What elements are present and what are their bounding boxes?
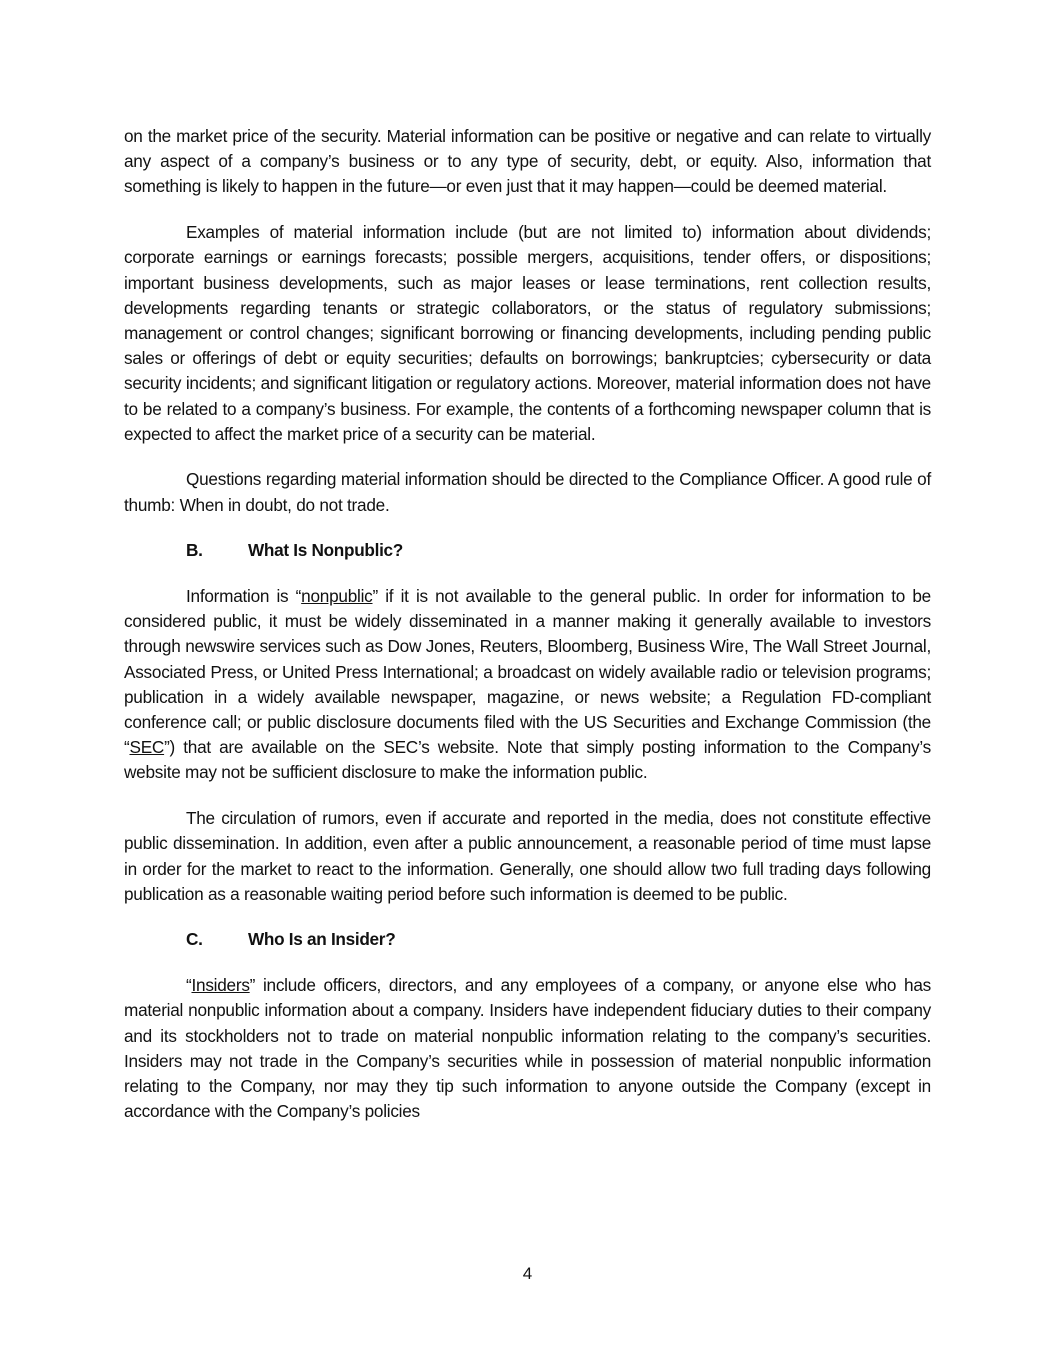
section-title: What Is Nonpublic? xyxy=(248,540,404,561)
defined-term-insiders: Insiders xyxy=(191,975,250,996)
text-run: ”) that are available on the SEC’s website. Note that simply posting information to the Company’s website may not be sufficient disclosure to make the information public. xyxy=(124,737,931,783)
paragraph-nonpublic-definition xyxy=(124,584,931,786)
document-page xyxy=(124,124,931,1145)
paragraph-material-information-examples: Examples of material information include (but are not limited to) information about dividends; corporate earnings or earnings forecasts; possible mergers, acquisitions, tender offers, or dispositions; important business developments, such as major leases or lease terminations, rent collection results, developments regarding tenants or strategic collaborators, or the status of regulatory submissions; management or control changes; significant borrowing or financing developments, including pending public sales or offerings of debt or equity securities; defaults on borrowings; bankruptcies; cybersecurity or data security incidents; and significant litigation or regulatory actions. Moreover, material information does not have to be related to a company’s business. For example, the contents of a forthcoming newspaper column that is expected to affect the market price of a security can be material. xyxy=(124,222,931,444)
section-letter: B. xyxy=(186,540,203,561)
text-run: ” include officers, directors, and any employees of a company, or anyone else who has material nonpublic information about a company. Insiders have independent fiduciary duties to their company and its stockholders not to trade on material nonpublic information relating to the company’s securities. Insiders may not trade in the Company’s securities while in possession of material nonpublic information relating to the Company, nor may they tip such information to anyone outside the Company (except in accordance with the Company’s policies xyxy=(124,975,931,1122)
paragraph-rumors-dissemination: The circulation of rumors, even if accurate and reported in the media, does not constitute effective public dissemination. In addition, even after a public announcement, a reasonable period of time must lapse in order for the market to react to the information. Generally, one should allow two full trading days following publication as a reasonable waiting period before such information is deemed to be public. xyxy=(124,808,931,904)
paragraph-insiders-definition xyxy=(124,973,931,1124)
text-run: ” if it is not available to the general public. In order for information to be considered public, it must be widely disseminated in a manner making it generally available to investors through newswire services such as Dow Jones, Reuters, Bloomberg, Business Wire, The Wall Street Journal, Associated Press, or United Press International; a broadcast on widely available radio or television programs; publication in a widely available newspaper, magazine, or news website; a Regulation FD-compliant conference call; or public disclosure documents filed with the US Securities and Exchange Commission (the “ xyxy=(124,586,931,758)
text-run: Information is “ xyxy=(186,586,302,607)
page-number: 4 xyxy=(522,1264,533,1283)
defined-term-nonpublic: nonpublic xyxy=(301,586,373,607)
paragraph-questions-compliance-officer: Questions regarding material information should be directed to the Compliance Officer. A good rule of thumb: When in doubt, do not trade. xyxy=(124,469,931,515)
paragraph-material-information-definition: on the market price of the security. Material information can be positive or negative and can relate to virtually any aspect of a company’s business or to any type of security, debt, or equity. Also, information that something is likely to happen in the future—or even just that it may happen—could be deemed material. xyxy=(124,126,931,197)
section-heading-c xyxy=(124,927,931,952)
defined-term-sec: SEC xyxy=(129,737,165,758)
section-letter: C. xyxy=(186,929,203,950)
section-heading-b xyxy=(124,538,931,563)
section-title: Who Is an Insider? xyxy=(248,929,396,950)
text-run: “ xyxy=(186,975,192,996)
